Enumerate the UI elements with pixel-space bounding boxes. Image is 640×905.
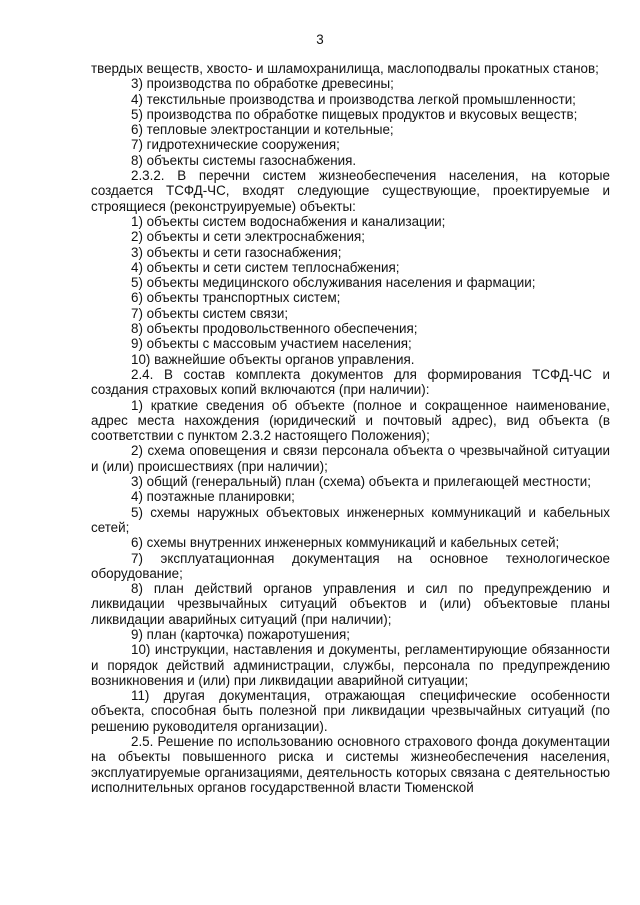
paragraph: 4) поэтажные планировки; [131,489,295,505]
paragraph: 10) важнейшие объекты органов управления. [131,351,415,367]
paragraph: 5) объекты медицинского обслуживания населения и фармации; [131,275,536,291]
paragraph: 5) производства по обработке пищевых продуктов и вкусовых веществ; [131,106,578,122]
paragraph: 2.4. В состав комплекта документов для формирования ТСФД-ЧС и создания страховых копий включаются (при наличии): [91,366,610,398]
paragraph: 6) тепловые электростанции и котельные; [131,122,394,138]
paragraph-continuation: твердых веществ, хвосто- и шламохранилища, маслоподвалы прокатных станов; [91,61,599,76]
paragraph: 8) план действий органов управления и сил по предупреждению и ликвидации чрезвычайных ситуаций объектов и (или) объектовые планы ликвидации аварийных ситуаций (при наличии); [91,581,610,627]
paragraph: 7) объекты систем связи; [131,305,289,321]
paragraph: 2.5. Решение по использованию основного страхового фонда документации на объекты повышенного риска и системы жизнеобеспечения населения, эксплуатируемые организациями, деятельность которых связана с деятельностью исполнительных органов государственной власти Тюменской [91,734,610,795]
paragraph: 7) гидротехнические сооружения; [131,137,340,153]
document-body [91,61,610,795]
paragraph: 7) эксплуатационная документация на основное технологическое оборудование; [91,550,610,581]
paragraph: 5) схемы наружных объектовых инженерных коммуникаций и кабельных сетей; [91,504,610,535]
paragraph: 10) инструкции, наставления и документы, регламентирующие обязанности и порядок действий администрации, службы, персонала по предупреждению возникновения и (или) при ликвидации аварийной ситуации; [91,642,610,688]
paragraph: 9) план (карточка) пожаротушения; [131,626,350,642]
paragraph: 8) объекты продовольственного обеспечения; [131,321,418,337]
paragraph: 2) объекты и сети электроснабжения; [131,229,365,245]
paragraph: 3) общий (генеральный) план (схема) объекта и прилегающей местности; [131,474,591,490]
paragraph: 4) текстильные производства и производства легкой промышленности; [131,91,576,107]
paragraph: 4) объекты и сети систем теплоснабжения; [131,259,400,275]
paragraph: 2) схема оповещения и связи персонала объекта о чрезвычайной ситуации и (или) происшествиях (при наличии); [91,443,610,474]
page-number: 3 [316,32,324,47]
paragraph: 1) объекты систем водоснабжения и канализации; [131,213,446,229]
paragraph: 8) объекты системы газоснабжения. [131,152,357,168]
paragraph: 6) схемы внутренних инженерных коммуникаций и кабельных сетей; [131,535,560,551]
paragraph: 3) объекты и сети газоснабжения; [131,244,342,260]
paragraph: 1) краткие сведения об объекте (полное и сокращенное наименование, адрес места нахождения (юридический и почтовый адрес), вид объекта (в соответствии с пунктом 2.3.2 настоящего Положения); [91,397,610,444]
paragraph: 6) объекты транспортных систем; [131,290,341,306]
paragraph: 2.3.2. В перечни систем жизнеобеспечения населения, на которые создается ТСФД-ЧС, входят следующие существующие, проектируемые и строящиеся (реконструируемые) объекты: [91,168,610,214]
paragraph: 9) объекты с массовым участием населения; [131,336,412,352]
paragraph: 11) другая документация, отражающая специфические особенности объекта, способная быть полезной при ликвидации чрезвычайных ситуаций (по решению руководителя организации). [91,688,610,734]
paragraph: 3) производства по обработке древесины; [131,76,394,92]
